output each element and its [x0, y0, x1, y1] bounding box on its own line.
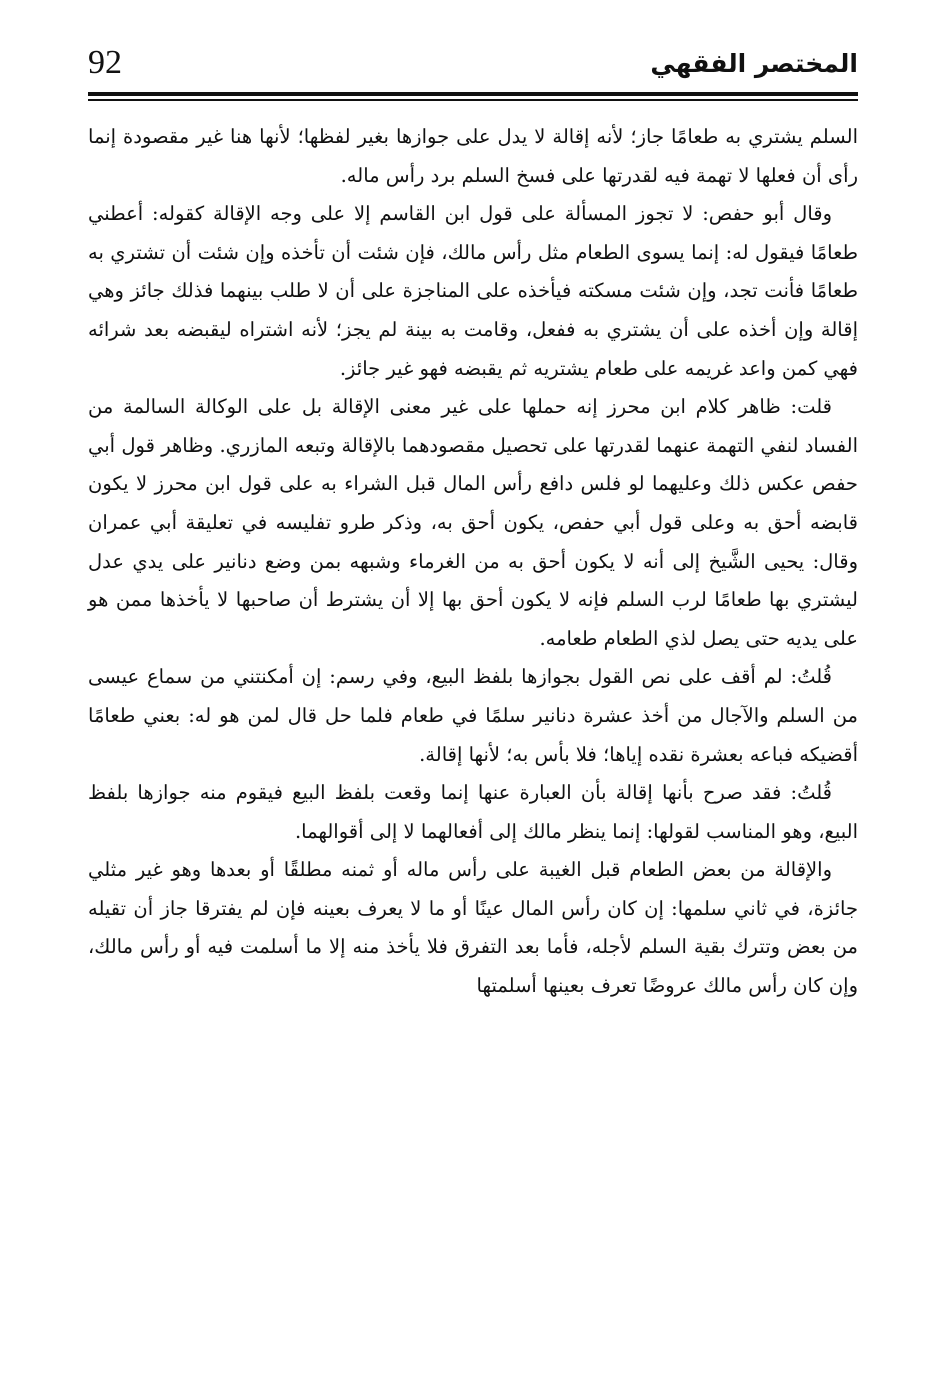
page-number: 92	[88, 44, 122, 81]
page-header	[88, 38, 858, 94]
running-title: المختصر الفقهي	[650, 49, 858, 78]
paragraph-3: قلت: ظاهر كلام ابن محرز إنه حملها على غير معنى الإقالة بل على الوكالة السالمة من الفساد لنفي التهمة عنهما لقدرتها على تحصيل مقصودهما بالإقالة وتبعه المازري. وظاهر قول أبي حفص عكس ذلك وعليهما لو فلس دافع رأس المال قبل الشراء به على قول ابن محرز لا يكون قابضه أحق به وعلى قول أبي حفص، يكون أحق به، وذكر طرو تفليسه في تعليقة أبي عمران وقال: يحيى الشَّيخ إلى أنه لا يكون أحق به من الغرماء وشبهه بمن وضع دنانير على يدي عدل ليشتري بها طعامًا لرب السلم فإنه لا يكون أحق بها إلا أن يشترط أن صاحبها لا يأخذها ممن هو على يديه حتى يصل لذي الطعام طعامه.	[88, 395, 858, 650]
paragraph-1: السلم يشتري به طعامًا جاز؛ لأنه إقالة لا يدل على جوازها بغير لفظها؛ لأنها هنا غير مقصودة إنما رأى أن فعلها لا تهمة فيه لقدرتها على فسخ السلم برد رأس ماله.	[88, 125, 858, 187]
header-rule-thin	[88, 99, 858, 101]
paragraph-4: قُلتُ: لم أقف على نص القول بجوازها بلفظ البيع، وفي رسم: إن أمكنتني من سماع عيسى من السلم والآجال من أخذ عشرة دنانير سلمًا في طعام فلما حل قال لمن هو له: بعني طعامًا أقضيكه فباعه بعشرة نقده إياها؛ فلا بأس به؛ لأنها إقالة.	[88, 665, 858, 766]
paragraph-2: وقال أبو حفص: لا تجوز المسألة على قول ابن القاسم إلا على وجه الإقالة كقوله: أعطني طعامًا فيقول له: إنما يسوى الطعام مثل رأس مالك، فإن شئت أن تأخذه وإن شئت أن تشتري به طعامًا فأنت تجد، وإن شئت مسكته فيأخذه على المناجزة على أن لا طلب بينهما فذلك جائز وهي إقالة وإن أخذه على أن يشتري به ففعل، وقامت به بينة لم يجز؛ لأنه اشتراه ليقبضه بعد شرائه فهي كمن واعد غريمه على طعام يشتريه ثم يقبضه فهو غير جائز.	[88, 202, 858, 380]
body-text	[88, 118, 858, 1006]
header-rule-thick	[88, 92, 858, 96]
paragraph-5: قُلتُ: فقد صرح بأنها إقالة بأن العبارة عنها إنما وقعت بلفظ البيع فيقوم منه جوازها بلفظ البيع، وهو المناسب لقولها: إنما ينظر مالك إلى أفعالهما لا إلى أقوالهما.	[88, 781, 858, 843]
paragraph-6: والإقالة من بعض الطعام قبل الغيبة على رأس ماله أو ثمنه مطلقًا أو بعدها وهو غير مثلي جائزة، في ثاني سلمها: إن كان رأس المال عينًا أو ما لا يعرف بعينه فإن لم يفترقا جاز أن تقيله من بعض وتترك بقية السلم لأجله، فأما بعد التفرق فلا يأخذ منه إلا ما أسلمت فيه أو رأس مالك، وإن كان رأس مالك عروضًا تعرف بعينها أسلمتها	[88, 858, 858, 998]
